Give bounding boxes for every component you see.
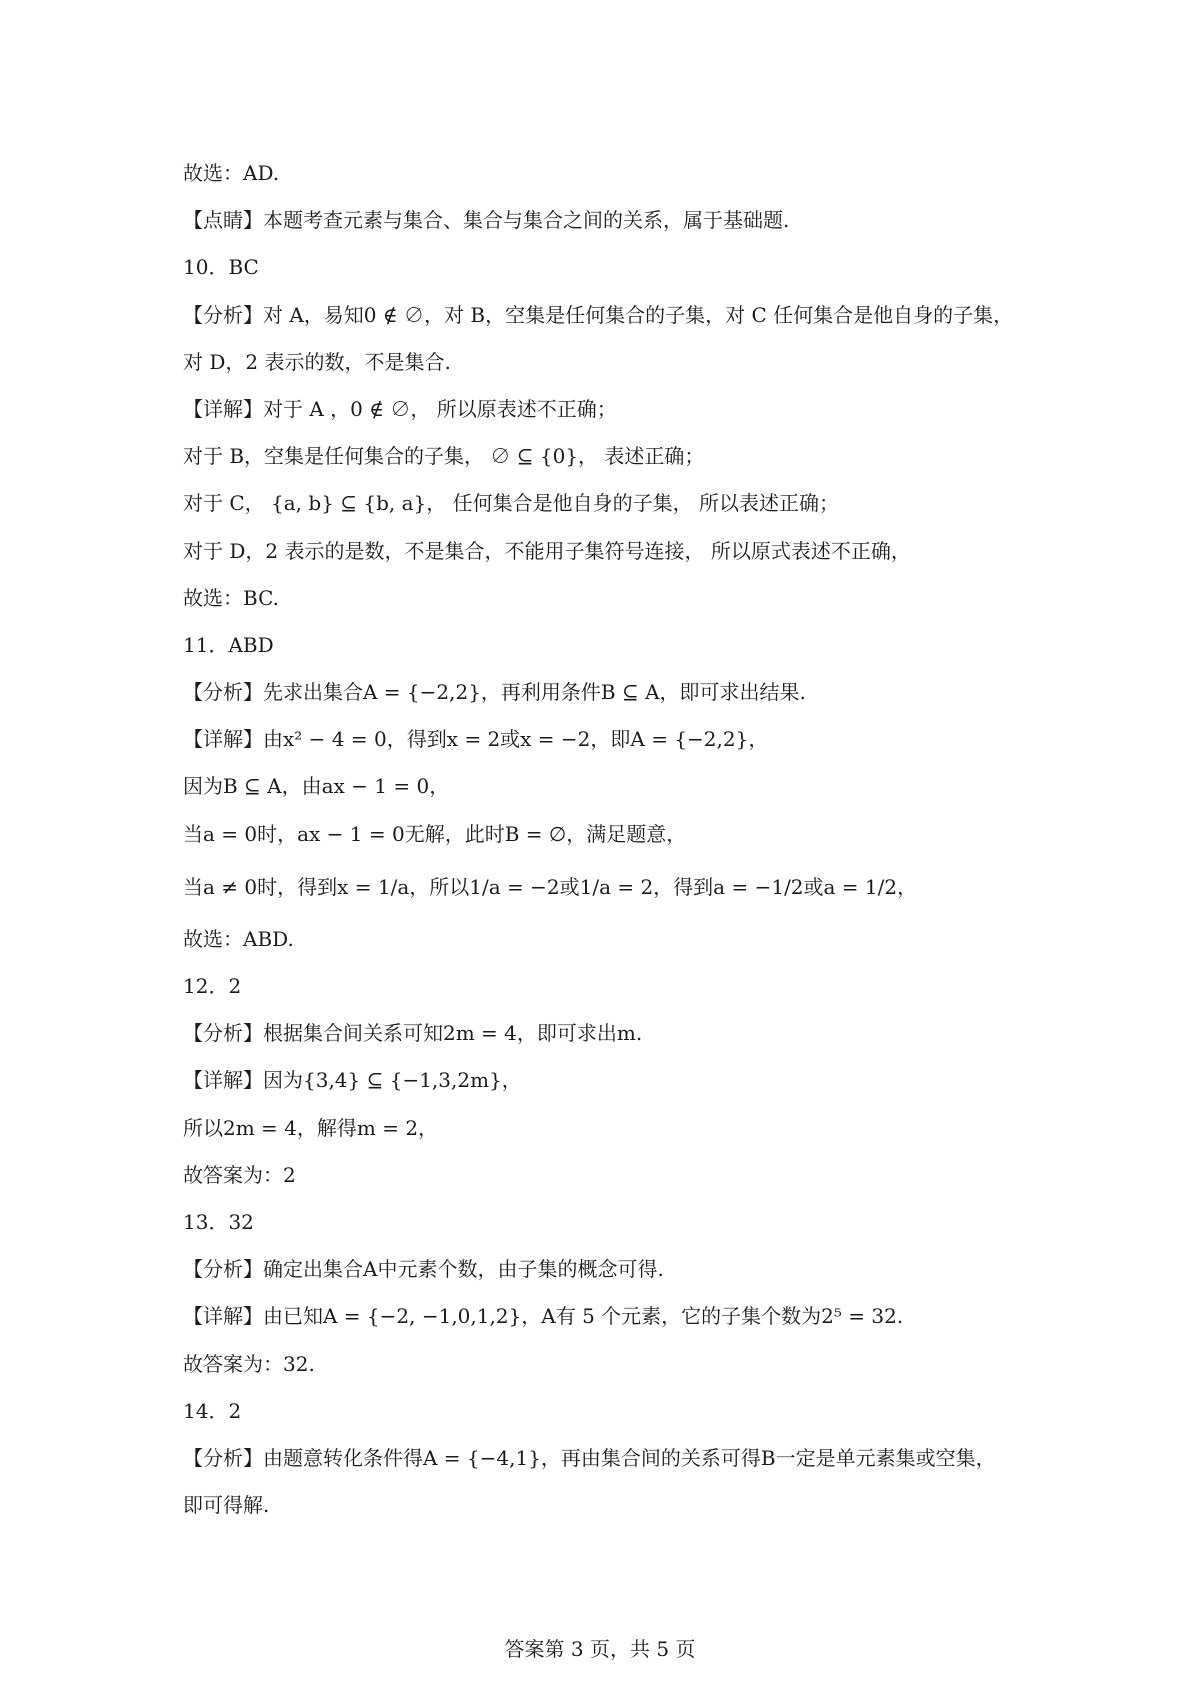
- text-line: 【详解】因为{3,4} ⊆ {−1,3,2m}，: [183, 1068, 522, 1093]
- question-heading: 13．32: [183, 1209, 254, 1234]
- text-line: 【分析】由题意转化条件得A = {−4,1}，再由集合间的关系可得B一定是单元素集或空集，: [183, 1445, 996, 1470]
- text-line: 【分析】确定出集合A中元素个数，由子集的概念可得.: [183, 1257, 664, 1282]
- text-line: 对于 C， {a, b} ⊆ {b, a}， 任何集合是他自身的子集， 所以表述正确；: [183, 491, 839, 516]
- text-line: 故答案为：2: [183, 1162, 296, 1187]
- text-line: 当a ≠ 0时，得到x = 1/a，所以1/a = −2或1/a = 2，得到a = −1/2或a = 1/2，: [183, 874, 918, 899]
- text-line: 【分析】对 A，易知0 ∉ ∅，对 B，空集是任何集合的子集，对 C 任何集合是他自身的子集，: [183, 302, 1014, 327]
- text-line: 【分析】先求出集合A = {−2,2}，再利用条件B ⊆ A，即可求出结果.: [183, 680, 806, 705]
- text-line: 当a = 0时，ax − 1 = 0无解，此时B = ∅，满足题意，: [183, 821, 687, 846]
- text-line: 即可得解.: [183, 1493, 270, 1518]
- text-line: 【详解】由x² − 4 = 0，得到x = 2或x = −2，即A = {−2,2}，: [183, 727, 769, 752]
- text-line: 对于 D，2 表示的是数，不是集合，不能用子集符号连接， 所以原式表述不正确，: [183, 538, 911, 563]
- page-footer: 答案第 3 页，共 5 页: [504, 1637, 696, 1661]
- question-heading: 12．2: [183, 974, 242, 998]
- text-line: 【分析】根据集合间关系可知2m = 4，即可求出m.: [183, 1021, 643, 1046]
- text-line: 故答案为：32.: [183, 1351, 315, 1376]
- text-line: 【点睛】本题考查元素与集合、集合与集合之间的关系，属于基础题.: [183, 208, 790, 233]
- text-line: 【详解】由已知A = {−2, −1,0,1,2}，A有 5 个元素，它的子集个数为2⁵ = 32.: [183, 1304, 904, 1329]
- text-line: 故选：ABD.: [183, 926, 294, 951]
- text-line: 所以2m = 4，解得m = 2，: [183, 1115, 439, 1140]
- question-heading: 11．ABD: [183, 632, 274, 657]
- question-heading: 14．2: [183, 1398, 242, 1423]
- text-line: 对于 B，空集是任何集合的子集， ∅ ⊆ {0}， 表述正确；: [183, 444, 705, 469]
- text-line: 故选：BC.: [183, 585, 280, 610]
- text-line: 对 D，2 表示的数，不是集合.: [183, 349, 451, 374]
- text-line: 因为B ⊆ A，由ax − 1 = 0，: [183, 774, 450, 799]
- question-heading: 10．BC: [183, 255, 259, 280]
- text-line: 故选：AD.: [183, 161, 280, 185]
- text-line: 【详解】对于 A ，0 ∉ ∅， 所以原表述不正确；: [183, 396, 617, 421]
- answer-content: [183, 150, 1043, 1529]
